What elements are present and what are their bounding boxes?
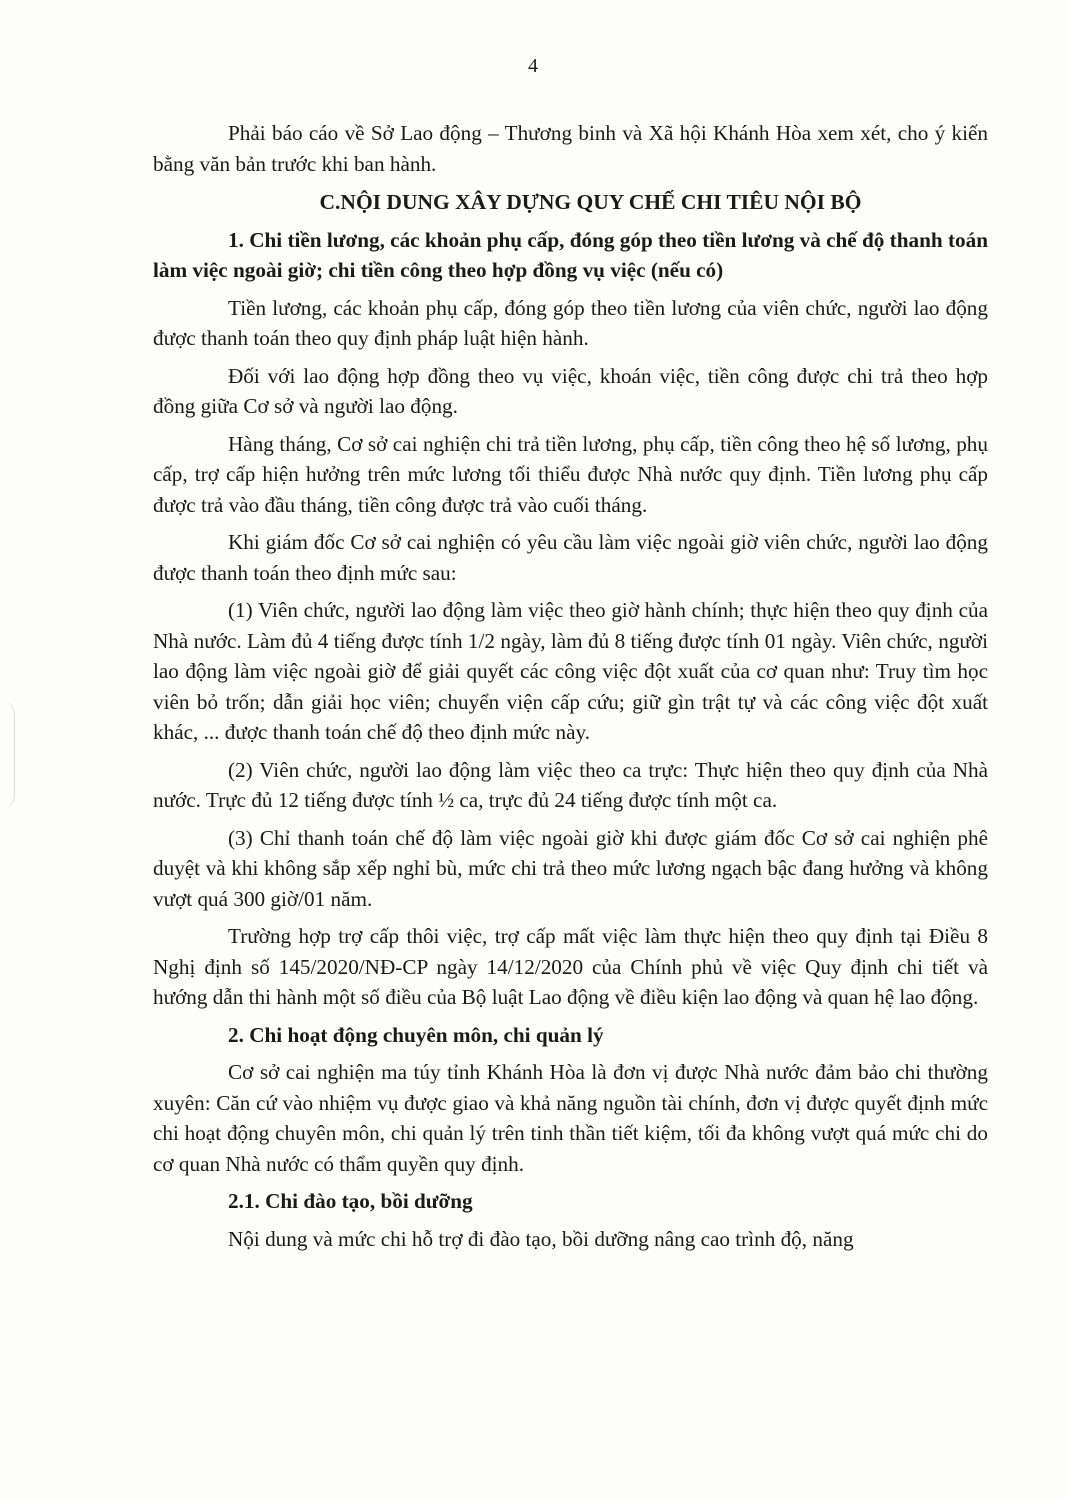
paragraph-salary-payment: Tiền lương, các khoản phụ cấp, đóng góp theo tiền lương của viên chức, người lao động được thanh toán theo quy định pháp luật hiện hành. [153,295,988,350]
paragraph-overtime-item-3: (3) Chỉ thanh toán chế độ làm việc ngoài giờ khi được giám đốc Cơ sở cai nghiện phê duyệt và khi không sắp xếp nghỉ bù, mức chi trả theo mức lương ngạch bậc đang hưởng và không vượt quá 300 giờ/01 năm. [153,825,988,911]
paragraph-overtime-intro: Khi giám đốc Cơ sở cai nghiện có yêu cầu làm việc ngoài giờ viên chức, người lao động được thanh toán theo định mức sau: [153,530,988,585]
paragraph-severance: Trường hợp trợ cấp thôi việc, trợ cấp mất việc làm thực hiện theo quy định tại Điều 8 Nghị định số 145/2020/NĐ-CP ngày 14/12/2020 của Chính phủ về việc Quy định chi tiết và hướng dẫn thi hành một số điều của Bộ luật Lao động về điều kiện lao động và quan hệ lao động. [153,924,988,1009]
paragraph-overtime-item-2: (2) Viên chức, người lao động làm việc theo ca trực: Thực hiện theo quy định của Nhà nước. Trực đủ 12 tiếng được tính ½ ca, trực đủ 24 tiếng được tính một ca. [153,757,988,812]
stamp-edge-mark [0,700,15,810]
section-title-c: C.NỘI DUNG XÂY DỰNG QUY CHẾ CHI TIÊU NỘI BỘ [319,190,862,214]
page-number: 4 [528,55,538,77]
paragraph-professional-activities: Cơ sở cai nghiện ma túy tỉnh Khánh Hòa là đơn vị được Nhà nước đảm bảo chi thường xuyên: Căn cứ vào nhiệm vụ được giao và khả năng nguồn tài chính, đơn vị được quyết định mức chi hoạt động chuyên môn, chi quản lý trên tinh thần tiết kiệm, tối đa không vượt quá mức chi do cơ quan Nhà nước có thẩm quyền quy định. [153,1060,988,1176]
paragraph-report-requirement: Phải báo cáo về Sở Lao động – Thương binh và Xã hội Khánh Hòa xem xét, cho ý kiến bằng văn bản trước khi ban hành. [153,121,988,176]
paragraph-contract-labor: Đối với lao động hợp đồng theo vụ việc, khoán việc, tiền công được chi trả theo hợp đồng giữa Cơ sở và người lao động. [153,363,988,418]
paragraph-monthly-payment: Hàng tháng, Cơ sở cai nghiện chi trả tiền lương, phụ cấp, tiền công theo hệ số lương, phụ cấp, trợ cấp hiện hưởng trên mức lương tối thiểu được Nhà nước quy định. Tiền lương phụ cấp được trả vào đầu tháng, tiền công được trả vào cuối tháng. [153,431,988,517]
paragraph-training: Nội dung và mức chi hỗ trợ đi đào tạo, bồi dưỡng nâng cao trình độ, năng [228,1226,854,1251]
document-body [153,118,988,1261]
heading-salary: 1. Chi tiền lương, các khoản phụ cấp, đóng góp theo tiền lương và chế độ thanh toán làm việc ngoài giờ; chi tiền công theo hợp đồng vụ việc (nếu có) [153,227,988,282]
heading-training: 2.1. Chi đào tạo, bồi dưỡng [228,1189,473,1213]
paragraph-overtime-item-1: (1) Viên chức, người lao động làm việc theo giờ hành chính; thực hiện theo quy định của Nhà nước. Làm đủ 4 tiếng được tính 1/2 ngày, làm đủ 8 tiếng được tính 01 ngày. Viên chức, người lao động làm việc ngoài giờ để giải quyết các công việc đột xuất của cơ quan như: Truy tìm học viên bỏ trốn; dẫn giải học viên; chuyển viện cấp cứu; giữ gìn trật tự và các công việc đột xuất khác, ... được thanh toán chế độ theo định mức này. [153,598,988,744]
heading-professional-activities: 2. Chi hoạt động chuyên môn, chi quản lý [228,1022,604,1047]
